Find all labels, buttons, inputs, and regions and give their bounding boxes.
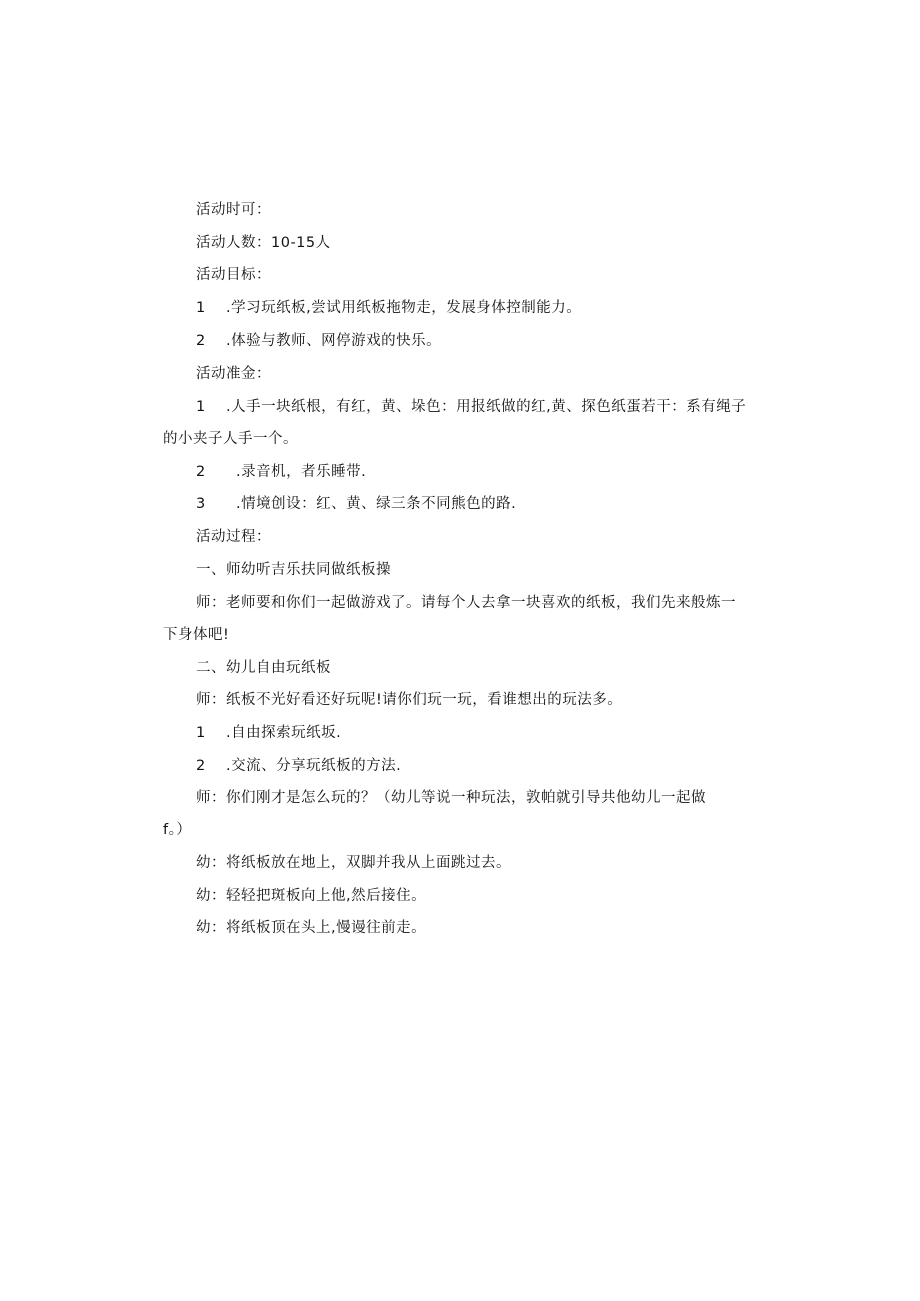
prep-item-1 <box>196 397 746 417</box>
prep-item-1-continuation: 的小夹子人手一个。 <box>163 431 298 447</box>
goals-heading: 活动目标： <box>196 267 271 283</box>
teacher-line-2: 师：纸板不光好看还好玩呢!请你们玩一玩，看谁想出的玩法多。 <box>196 692 623 708</box>
goal-item-1-text: .学习玩纸板,尝试用纸板拖物走，发展身体控制能力。 <box>226 300 582 316</box>
step-item-1 <box>196 723 341 743</box>
step-item-1-text: .自由探索玩纸坂. <box>226 725 342 741</box>
goal-item-2-text: .体验与教师、网停游戏的快乐。 <box>226 333 442 349</box>
child-line-1: 幼：将纸板放在地上，双脚并我从上面跳过去。 <box>196 855 511 871</box>
teacher-line-1-continuation: 下身体吧! <box>163 627 230 643</box>
prep-item-1-text: .人手一块纸根，有红，黄、垛色：用报纸做的红,黄、探色纸蛋若干：系有绳子 <box>226 399 747 415</box>
prep-item-2 <box>196 462 366 482</box>
step-item-1-number: 1 <box>196 725 206 741</box>
teacher-line-3: 师：你们刚才是怎么玩的？（幼儿等说一种玩法，敦帕就引导共他幼儿一起做 <box>196 790 706 806</box>
goal-item-1 <box>196 298 581 318</box>
participant-count-line: 活动人数：10-15人 <box>196 235 331 251</box>
prep-item-2-number: 2 <box>196 464 206 480</box>
goal-item-2-number: 2 <box>196 333 206 349</box>
prep-item-3-number: 3 <box>196 496 206 512</box>
prep-item-1-number: 1 <box>196 399 206 415</box>
step-item-2-number: 2 <box>196 758 206 774</box>
prep-item-2-text: .录音机，者乐睡带. <box>236 464 367 480</box>
goal-item-1-number: 1 <box>196 300 206 316</box>
prep-item-3-text: .情境创设：红、黄、绿三条不同熊色的路. <box>236 496 517 512</box>
teacher-line-1: 师：老师要和你们一起做游戏了。请每个人去拿一块喜欢的纸板，我们先来般炼一 <box>196 595 736 611</box>
process-heading: 活动过程： <box>196 529 271 545</box>
activity-time-line: 活动时可： <box>196 202 271 218</box>
section-1-heading: 一、师幼听吉乐扶同做纸板操 <box>196 562 391 578</box>
child-line-2: 幼：轻轻把斑板向上他,然后接住。 <box>196 888 427 904</box>
teacher-line-3-continuation: f。） <box>163 822 192 838</box>
goal-item-2 <box>196 331 441 351</box>
child-line-3: 幼：将纸板顶在头上,慢谩往前走。 <box>196 920 427 936</box>
step-item-2-text: .交流、分享玩纸板的方法. <box>226 758 402 774</box>
section-2-heading: 二、幼儿自由玩纸板 <box>196 660 331 676</box>
preparation-heading: 活动准金： <box>196 366 271 382</box>
step-item-2 <box>196 756 401 776</box>
prep-item-3 <box>196 494 516 514</box>
